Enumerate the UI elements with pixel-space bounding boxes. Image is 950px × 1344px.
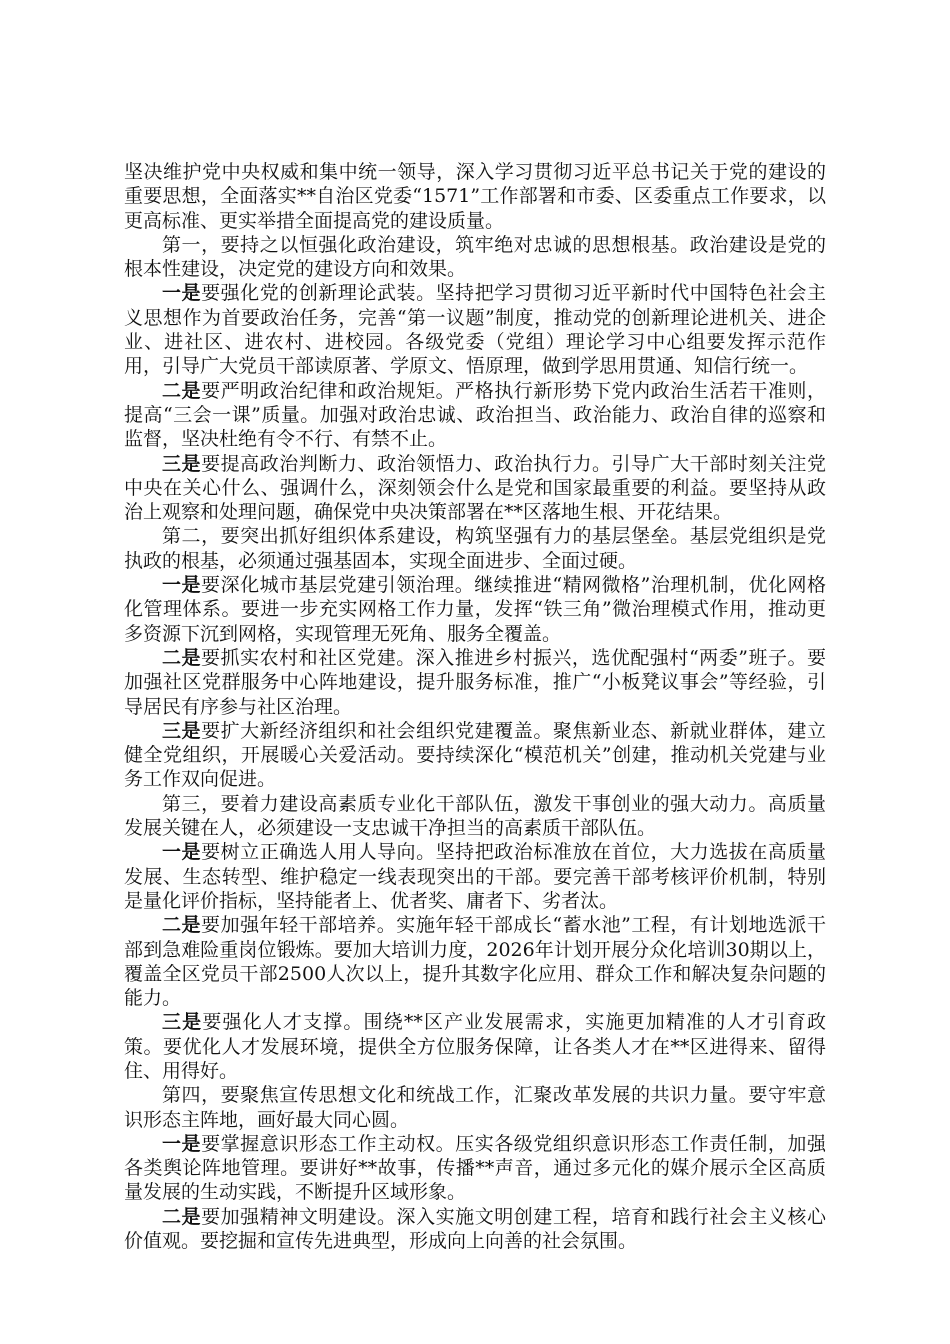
paragraph-item (124, 719, 826, 792)
paragraph-text: 要掌握意识形态工作主动权。压实各级党组织意识形态工作责任制，加强各类舆论阵地管理。要讲好**故事，传播**声音，通过多元化的媒介展示全区高质量发展的生动实践，不断提升区域形象。 (124, 1132, 826, 1204)
paragraph-item (124, 913, 826, 1010)
paragraph-lead: 二是 (162, 646, 202, 669)
paragraph-lead: 二是 (162, 1205, 202, 1228)
paragraph-text: 坚决维护党中央权威和集中统一领导，深入学习贯彻习近平总书记关于党的建设的重要思想，全面落实**自治区党委“1571”工作部署和市委、区委重点工作要求，以更高标准、更实举措全面提高党的建设质量。 (124, 161, 826, 232)
paragraph-item (124, 1132, 826, 1205)
paragraph-text: 第二，要突出抓好组织体系建设，构筑坚强有力的基层堡垒。基层党组织是党执政的根基，必须通过强基固本，实现全面进步、全面过硬。 (124, 525, 826, 572)
paragraph-intro (124, 160, 826, 233)
paragraph-lead: 一是 (162, 1132, 202, 1155)
paragraph-text: 要严明政治纪律和政治规矩。严格执行新形势下党内政治生活若干准则，提高“三会一课”质量。加强对政治忠诚、政治担当、政治能力、政治自律的巡察和监督，坚决杜绝有令不行、有禁不止。 (124, 379, 826, 451)
paragraph-lead: 二是 (162, 379, 202, 402)
paragraph-item (124, 1010, 826, 1083)
paragraph-text: 第三，要着力建设高素质专业化干部队伍，激发干事创业的强大动力。高质量发展关键在人，必须建设一支忠诚干净担当的高素质干部队伍。 (124, 792, 826, 840)
document-body (124, 160, 826, 1253)
paragraph-lead: 三是 (162, 1011, 203, 1034)
paragraph-text: 要扩大新经济组织和社会组织党建覆盖。聚焦新业态、新就业群体，建立健全党组织，开展暖心关爱活动。要持续深化“模范机关”创建，推动机关党建与业务工作双向促进。 (124, 719, 826, 791)
paragraph-lead: 一是 (162, 282, 202, 305)
paragraph-lead: 三是 (162, 452, 202, 475)
paragraph-item (124, 452, 826, 525)
paragraph-item (124, 840, 826, 913)
paragraph-section-3 (124, 792, 826, 841)
paragraph-item (124, 379, 826, 452)
paragraph-text: 第四，要聚焦宣传思想文化和统战工作，汇聚改革发展的共识力量。要守牢意识形态主阵地，画好最大同心圆。 (124, 1084, 826, 1131)
paragraph-lead: 三是 (162, 719, 202, 742)
paragraph-text: 要强化党的创新理论武装。坚持把学习贯彻习近平新时代中国特色社会主义思想作为首要政治任务，完善“第一议题”制度，推动党的创新理论进机关、进企业、进社区、进农村、进校园。各级党委（党组）理论学习中心组要发挥示范作用，引导广大党员干部读原著、学原文、悟原理，做到学思用贯通、知信行统一。 (124, 282, 826, 378)
paragraph-item (124, 573, 826, 646)
paragraph-text: 要强化人才支撑。围绕**区产业发展需求，实施更加精准的人才引育政策。要优化人才发展环境，提供全方位服务保障，让各类人才在**区进得来、留得住、用得好。 (124, 1011, 826, 1082)
paragraph-lead: 一是 (162, 574, 202, 597)
paragraph-section-2 (124, 524, 826, 573)
paragraph-item (124, 646, 826, 719)
paragraph-text: 第一，要持之以恒强化政治建设，筑牢绝对忠诚的思想根基。政治建设是党的根本性建设，决定党的建设方向和效果。 (124, 233, 826, 281)
paragraph-text: 要提高政治判断力、政治领悟力、政治执行力。引导广大干部时刻关注党中央在关心什么、强调什么，深刻领会什么是党和国家最重要的利益。要坚持从政治上观察和处理问题，确保党中央决策部署在**区落地生根、开花结果。 (124, 452, 826, 524)
paragraph-item (124, 281, 826, 378)
paragraph-text: 要加强精神文明建设。深入实施文明创建工程，培育和践行社会主义核心价值观。要挖掘和宣传先进典型，形成向上向善的社会氛围。 (124, 1205, 826, 1253)
paragraph-item (124, 1205, 826, 1254)
paragraph-section-1 (124, 233, 826, 282)
paragraph-lead: 一是 (162, 841, 202, 864)
paragraph-section-4 (124, 1083, 826, 1132)
paragraph-lead: 二是 (162, 914, 202, 937)
paragraph-text: 要树立正确选人用人导向。坚持把政治标准放在首位，大力选拔在高质量发展、生态转型、维护稳定一线表现突出的干部。要完善干部考核评价机制，特别是量化评价指标，坚持能者上、优者奖、庸者下、劣者汰。 (124, 841, 826, 912)
paragraph-text: 要抓实农村和社区党建。深入推进乡村振兴，选优配强村“两委”班子。要加强社区党群服务中心阵地建设，提升服务标准，推广“小板凳议事会”等经验，引导居民有序参与社区治理。 (124, 646, 826, 718)
paragraph-text: 要加强年轻干部培养。实施年轻干部成长“蓄水池”工程，有计划地选派干部到急难险重岗位锻炼。要加大培训力度，2026年计划开展分众化培训30期以上，覆盖全区党员干部2500人次以上，提升其数字化应用、群众工作和解决复杂问题的能力。 (124, 914, 826, 1010)
paragraph-text: 要深化城市基层党建引领治理。继续推进“精网微格”治理机制，优化网格化管理体系。要进一步充实网格工作力量，发挥“铁三角”微治理模式作用，推动更多资源下沉到网格，实现管理无死角、服务全覆盖。 (124, 574, 826, 645)
